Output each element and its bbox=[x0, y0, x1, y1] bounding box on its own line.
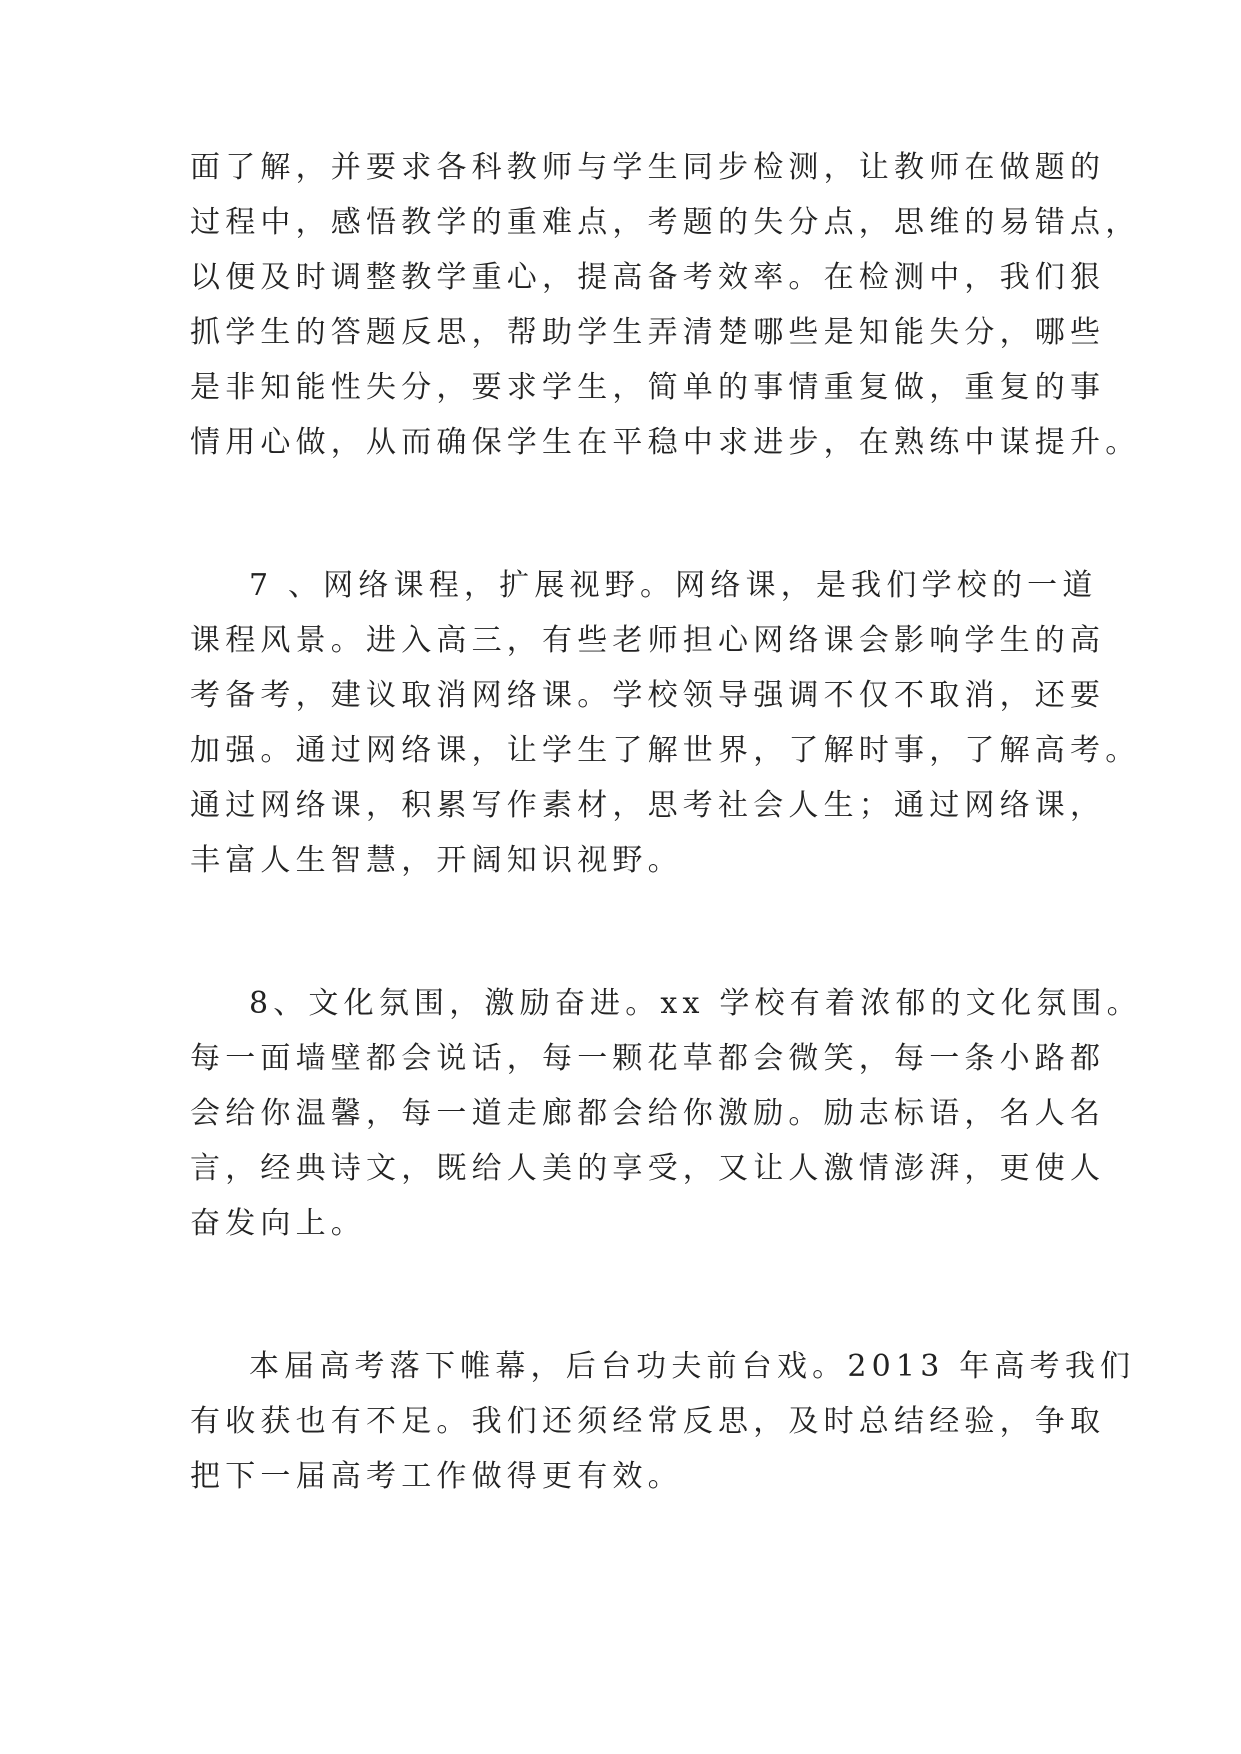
text-line: 面了解，并要求各科教师与学生同步检测，让教师在做题的 bbox=[190, 150, 1106, 185]
text-line: 加强。通过网络课，让学生了解世界，了解时事，了解高考。 bbox=[190, 733, 1141, 768]
text-line: 是非知能性失分，要求学生，简单的事情重复做，重复的事 bbox=[190, 370, 1106, 405]
text-line: 以便及时调整教学重心，提高备考效率。在检测中，我们狠 bbox=[190, 260, 1106, 295]
text-line: 课程风景。进入高三，有些老师担心网络课会影响学生的高 bbox=[190, 623, 1106, 658]
text-line: 奋发向上。 bbox=[190, 1206, 366, 1241]
text-line: 过程中，感悟教学的重难点，考题的失分点，思维的易错点， bbox=[190, 205, 1141, 240]
text-line: 情用心做，从而确保学生在平稳中求进步，在熟练中谋提升。 bbox=[190, 425, 1141, 460]
text-line: 本届高考落下帷幕，后台功夫前台戏。2013 年高考我们 bbox=[190, 1349, 1136, 1384]
text-line: 会给你温馨，每一道走廊都会给你激励。励志标语，名人名 bbox=[190, 1096, 1106, 1131]
text-line: 8、文化氛围，激励奋进。xx 学校有着浓郁的文化氛围。 bbox=[190, 986, 1142, 1021]
text-line: 丰富人生智慧，开阔知识视野。 bbox=[190, 843, 683, 878]
text-line: 言，经典诗文，既给人美的享受，又让人激情澎湃，更使人 bbox=[190, 1151, 1106, 1186]
text-line: 每一面墙壁都会说话，每一颗花草都会微笑，每一条小路都 bbox=[190, 1041, 1106, 1076]
text-line: 抓学生的答题反思，帮助学生弄清楚哪些是知能失分，哪些 bbox=[190, 315, 1106, 350]
text-line: 7 、网络课程，扩展视野。网络课，是我们学校的一道 bbox=[190, 568, 1098, 603]
text-line: 通过网络课，积累写作素材，思考社会人生；通过网络课， bbox=[190, 788, 1106, 823]
text-line: 有收获也有不足。我们还须经常反思，及时总结经验，争取 bbox=[190, 1404, 1106, 1439]
text-line: 把下一届高考工作做得更有效。 bbox=[190, 1459, 683, 1494]
text-line: 考备考，建议取消网络课。学校领导强调不仅不取消，还要 bbox=[190, 678, 1106, 713]
